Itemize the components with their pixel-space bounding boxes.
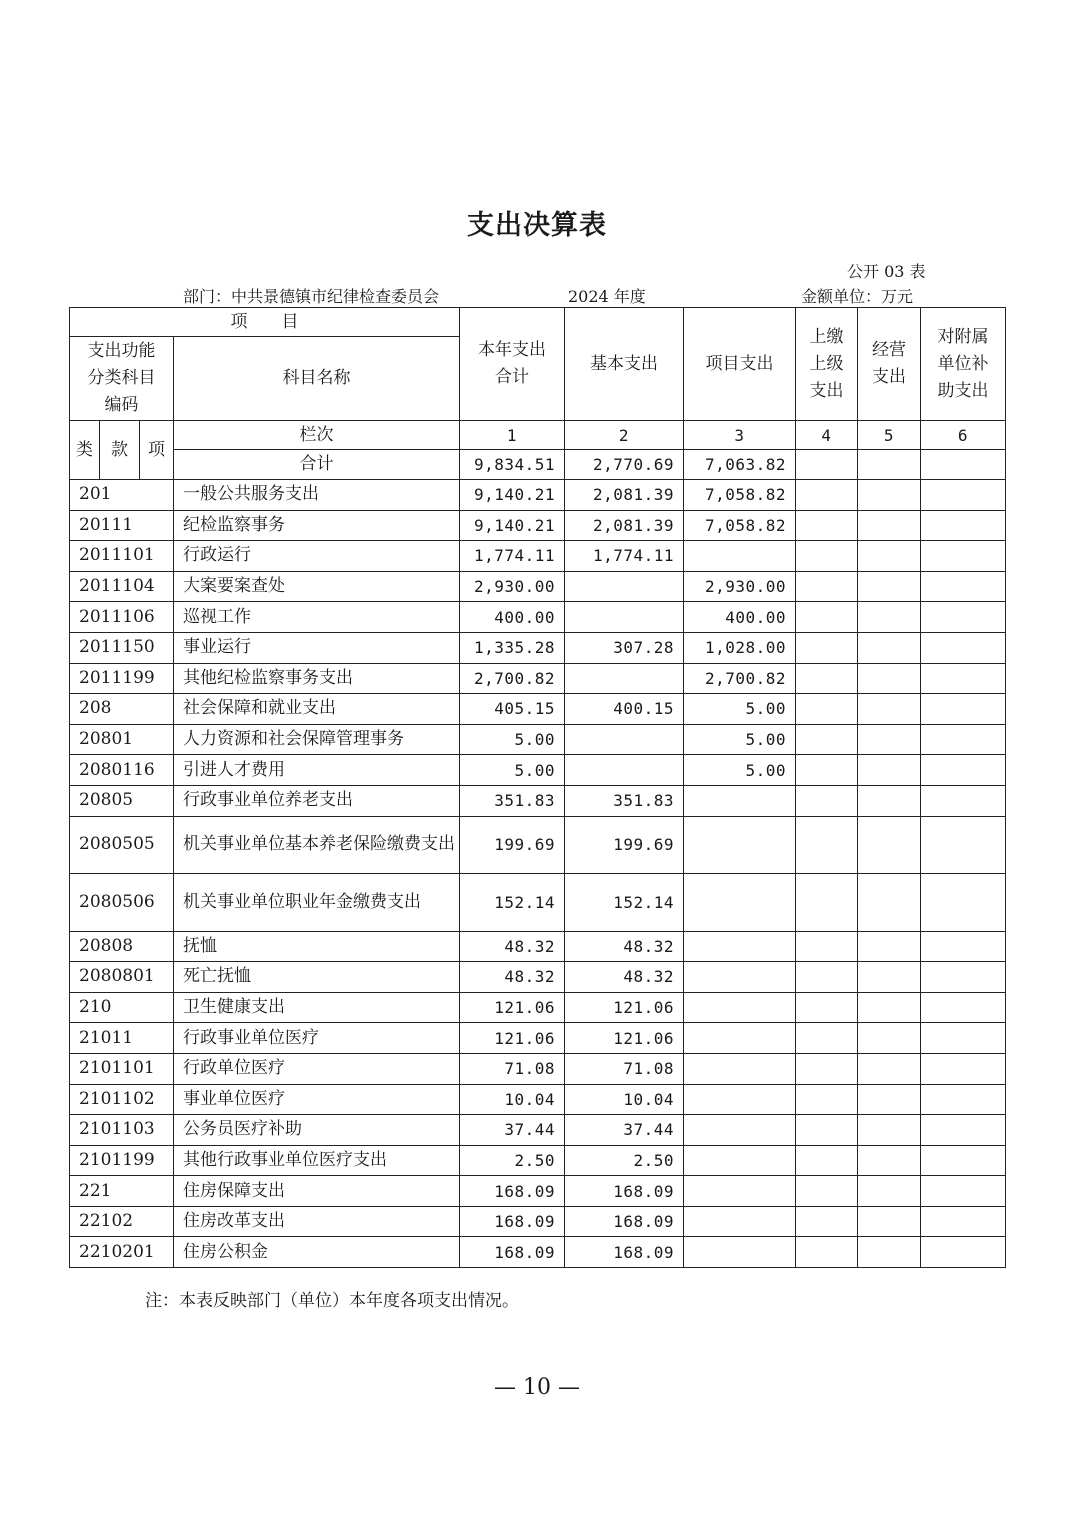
page-number: — 10 — bbox=[494, 1375, 580, 1400]
total-col1: 9,834.51 bbox=[460, 450, 565, 480]
row-code: 2101101 bbox=[70, 1053, 174, 1084]
row-code: 21011 bbox=[70, 1023, 174, 1054]
row-col3 bbox=[684, 962, 796, 993]
expenditure-table bbox=[69, 307, 1005, 1269]
table-row bbox=[70, 1053, 1006, 1084]
row-col2: 168.09 bbox=[565, 1237, 684, 1268]
row-col2: 400.15 bbox=[565, 694, 684, 725]
row-col1: 199.69 bbox=[460, 816, 565, 873]
row-code: 2011150 bbox=[70, 632, 174, 663]
header-col2: 基本支出 bbox=[565, 308, 684, 421]
row-code: 2101199 bbox=[70, 1145, 174, 1176]
row-name: 其他行政事业单位医疗支出 bbox=[174, 1145, 460, 1176]
table-row bbox=[70, 755, 1006, 786]
row-code: 2101102 bbox=[70, 1084, 174, 1115]
row-col5 bbox=[858, 541, 921, 572]
row-col3 bbox=[684, 1206, 796, 1237]
row-col1: 2,700.82 bbox=[460, 663, 565, 694]
row-col2: 168.09 bbox=[565, 1176, 684, 1207]
row-col6 bbox=[921, 873, 1006, 931]
row-name: 行政事业单位养老支出 bbox=[174, 785, 460, 816]
header-item: 项 目 bbox=[70, 308, 460, 337]
row-col3: 400.00 bbox=[684, 602, 796, 633]
row-col5 bbox=[858, 755, 921, 786]
row-col1: 168.09 bbox=[460, 1237, 565, 1268]
row-col1: 48.32 bbox=[460, 962, 565, 993]
row-code: 2210201 bbox=[70, 1237, 174, 1268]
row-col6 bbox=[921, 1023, 1006, 1054]
amount-unit: 金额单位：万元 bbox=[801, 287, 914, 306]
table-row bbox=[70, 1023, 1006, 1054]
row-col3: 5.00 bbox=[684, 755, 796, 786]
row-name: 大案要案查处 bbox=[174, 571, 460, 602]
header-col3: 项目支出 bbox=[684, 308, 796, 421]
row-col2: 71.08 bbox=[565, 1053, 684, 1084]
row-col2: 2,081.39 bbox=[565, 510, 684, 541]
header-col4-text: 上缴上级支出 bbox=[809, 326, 844, 401]
row-name: 卫生健康支出 bbox=[174, 992, 460, 1023]
row-col6 bbox=[921, 1115, 1006, 1146]
row-col4 bbox=[796, 480, 858, 511]
row-col1: 1,774.11 bbox=[460, 541, 565, 572]
row-col5 bbox=[858, 1053, 921, 1084]
row-name: 住房改革支出 bbox=[174, 1206, 460, 1237]
total-row bbox=[70, 450, 1006, 480]
row-code: 208 bbox=[70, 694, 174, 725]
table-row bbox=[70, 724, 1006, 755]
row-col2 bbox=[565, 755, 684, 786]
row-col2: 168.09 bbox=[565, 1206, 684, 1237]
row-col4 bbox=[796, 1053, 858, 1084]
row-col3 bbox=[684, 931, 796, 962]
row-col5 bbox=[858, 602, 921, 633]
row-name: 其他纪检监察事务支出 bbox=[174, 663, 460, 694]
row-col3: 2,700.82 bbox=[684, 663, 796, 694]
row-code: 20801 bbox=[70, 724, 174, 755]
table-row bbox=[70, 1115, 1006, 1146]
row-col3 bbox=[684, 541, 796, 572]
row-col1: 121.06 bbox=[460, 1023, 565, 1054]
row-name: 抚恤 bbox=[174, 931, 460, 962]
row-col5 bbox=[858, 510, 921, 541]
row-col4 bbox=[796, 1237, 858, 1268]
table-row bbox=[70, 694, 1006, 725]
department-label: 部门：中共景德镇市纪律检查委员会 bbox=[183, 287, 440, 306]
row-name: 机关事业单位基本养老保险缴费支出 bbox=[174, 816, 460, 873]
row-code: 2080506 bbox=[70, 873, 174, 931]
row-col5 bbox=[858, 632, 921, 663]
row-col2: 37.44 bbox=[565, 1115, 684, 1146]
header-xiang: 项 bbox=[140, 421, 174, 480]
row-col1: 9,140.21 bbox=[460, 510, 565, 541]
row-col2: 48.32 bbox=[565, 931, 684, 962]
table-row bbox=[70, 663, 1006, 694]
row-name: 纪检监察事务 bbox=[174, 510, 460, 541]
row-col6 bbox=[921, 785, 1006, 816]
row-col6 bbox=[921, 992, 1006, 1023]
row-col1: 37.44 bbox=[460, 1115, 565, 1146]
row-code: 2101103 bbox=[70, 1115, 174, 1146]
row-code: 201 bbox=[70, 480, 174, 511]
header-col1-text: 本年支出合计 bbox=[477, 340, 546, 387]
row-col4 bbox=[796, 755, 858, 786]
row-name: 机关事业单位职业年金缴费支出 bbox=[174, 873, 460, 931]
row-col2: 152.14 bbox=[565, 873, 684, 931]
header-lei: 类 bbox=[70, 421, 100, 480]
row-code: 2011199 bbox=[70, 663, 174, 694]
page-title: 支出决算表 bbox=[467, 210, 607, 241]
header-col5 bbox=[858, 308, 921, 421]
table-row bbox=[70, 931, 1006, 962]
row-col5 bbox=[858, 694, 921, 725]
row-col3: 7,058.82 bbox=[684, 480, 796, 511]
header-row-lanci bbox=[70, 421, 1006, 450]
row-col5 bbox=[858, 931, 921, 962]
row-col6 bbox=[921, 663, 1006, 694]
row-col2 bbox=[565, 571, 684, 602]
table-row bbox=[70, 510, 1006, 541]
row-name: 住房公积金 bbox=[174, 1237, 460, 1268]
row-col6 bbox=[921, 480, 1006, 511]
header-col6 bbox=[921, 308, 1006, 421]
row-col6 bbox=[921, 571, 1006, 602]
col-number: 2 bbox=[565, 421, 684, 450]
row-col4 bbox=[796, 694, 858, 725]
row-name: 行政事业单位医疗 bbox=[174, 1023, 460, 1054]
row-col1: 5.00 bbox=[460, 724, 565, 755]
row-name: 公务员医疗补助 bbox=[174, 1115, 460, 1146]
row-col2: 2.50 bbox=[565, 1145, 684, 1176]
row-code: 2011101 bbox=[70, 541, 174, 572]
row-col5 bbox=[858, 1023, 921, 1054]
row-name: 事业运行 bbox=[174, 632, 460, 663]
row-col4 bbox=[796, 602, 858, 633]
row-code: 20808 bbox=[70, 931, 174, 962]
row-col6 bbox=[921, 541, 1006, 572]
row-col2 bbox=[565, 724, 684, 755]
total-label: 合计 bbox=[174, 450, 460, 480]
row-name: 社会保障和就业支出 bbox=[174, 694, 460, 725]
row-col4 bbox=[796, 873, 858, 931]
table-row bbox=[70, 962, 1006, 993]
row-col1: 168.09 bbox=[460, 1206, 565, 1237]
row-col5 bbox=[858, 962, 921, 993]
row-col4 bbox=[796, 1023, 858, 1054]
row-col2: 351.83 bbox=[565, 785, 684, 816]
row-col2: 10.04 bbox=[565, 1084, 684, 1115]
row-code: 2080505 bbox=[70, 816, 174, 873]
header-col1 bbox=[460, 308, 565, 421]
row-name: 人力资源和社会保障管理事务 bbox=[174, 724, 460, 755]
row-col4 bbox=[796, 992, 858, 1023]
row-col3 bbox=[684, 1084, 796, 1115]
table-row bbox=[70, 785, 1006, 816]
col-number: 3 bbox=[684, 421, 796, 450]
form-number: 公开 03 表 bbox=[847, 262, 926, 281]
row-col4 bbox=[796, 1115, 858, 1146]
total-col4 bbox=[796, 450, 858, 480]
row-code: 210 bbox=[70, 992, 174, 1023]
table-row bbox=[70, 816, 1006, 873]
row-name: 巡视工作 bbox=[174, 602, 460, 633]
row-col3 bbox=[684, 1176, 796, 1207]
row-col1: 121.06 bbox=[460, 992, 565, 1023]
header-code-group bbox=[70, 337, 174, 421]
row-col3: 2,930.00 bbox=[684, 571, 796, 602]
row-col3 bbox=[684, 1023, 796, 1054]
table-row bbox=[70, 992, 1006, 1023]
row-col1: 48.32 bbox=[460, 931, 565, 962]
row-col4 bbox=[796, 931, 858, 962]
row-col5 bbox=[858, 480, 921, 511]
row-col3 bbox=[684, 1115, 796, 1146]
row-col6 bbox=[921, 1176, 1006, 1207]
header-col6-text: 对附属单位补助支出 bbox=[937, 326, 989, 401]
row-col4 bbox=[796, 1084, 858, 1115]
row-code: 2011106 bbox=[70, 602, 174, 633]
row-col5 bbox=[858, 1237, 921, 1268]
row-col3 bbox=[684, 785, 796, 816]
row-col3 bbox=[684, 816, 796, 873]
table-row bbox=[70, 1237, 1006, 1268]
row-col5 bbox=[858, 785, 921, 816]
row-name: 事业单位医疗 bbox=[174, 1084, 460, 1115]
row-col6 bbox=[921, 755, 1006, 786]
table-row bbox=[70, 1206, 1006, 1237]
row-col1: 168.09 bbox=[460, 1176, 565, 1207]
row-col4 bbox=[796, 1206, 858, 1237]
row-col1: 400.00 bbox=[460, 602, 565, 633]
row-col4 bbox=[796, 663, 858, 694]
header-name: 科目名称 bbox=[174, 337, 460, 421]
row-col1: 1,335.28 bbox=[460, 632, 565, 663]
table-row bbox=[70, 1176, 1006, 1207]
row-col1: 405.15 bbox=[460, 694, 565, 725]
row-col6 bbox=[921, 724, 1006, 755]
table-note: 注：本表反映部门（单位）本年度各项支出情况。 bbox=[145, 1291, 519, 1311]
row-col5 bbox=[858, 992, 921, 1023]
row-col6 bbox=[921, 632, 1006, 663]
row-name: 行政单位医疗 bbox=[174, 1053, 460, 1084]
row-col2: 307.28 bbox=[565, 632, 684, 663]
row-col5 bbox=[858, 1145, 921, 1176]
row-col4 bbox=[796, 541, 858, 572]
row-col6 bbox=[921, 962, 1006, 993]
row-col6 bbox=[921, 1237, 1006, 1268]
row-col3 bbox=[684, 1237, 796, 1268]
row-col1: 71.08 bbox=[460, 1053, 565, 1084]
row-col5 bbox=[858, 571, 921, 602]
row-code: 20111 bbox=[70, 510, 174, 541]
row-col3 bbox=[684, 1145, 796, 1176]
header-lanci: 栏次 bbox=[174, 421, 460, 450]
row-col4 bbox=[796, 571, 858, 602]
row-col5 bbox=[858, 663, 921, 694]
table-row bbox=[70, 632, 1006, 663]
row-name: 行政运行 bbox=[174, 541, 460, 572]
row-col1: 10.04 bbox=[460, 1084, 565, 1115]
table-row bbox=[70, 602, 1006, 633]
row-col6 bbox=[921, 1206, 1006, 1237]
row-col2: 2,081.39 bbox=[565, 480, 684, 511]
row-col6 bbox=[921, 1084, 1006, 1115]
row-code: 20805 bbox=[70, 785, 174, 816]
row-col1: 351.83 bbox=[460, 785, 565, 816]
total-col3: 7,063.82 bbox=[684, 450, 796, 480]
header-code-group-text: 支出功能分类科目编码 bbox=[87, 341, 156, 415]
row-col5 bbox=[858, 873, 921, 931]
row-col3: 7,058.82 bbox=[684, 510, 796, 541]
row-col6 bbox=[921, 1145, 1006, 1176]
row-col4 bbox=[796, 785, 858, 816]
row-col4 bbox=[796, 1176, 858, 1207]
row-col5 bbox=[858, 1176, 921, 1207]
table-row bbox=[70, 873, 1006, 931]
table-row bbox=[70, 571, 1006, 602]
row-col1: 9,140.21 bbox=[460, 480, 565, 511]
row-col2: 48.32 bbox=[565, 962, 684, 993]
row-code: 22102 bbox=[70, 1206, 174, 1237]
row-col3: 1,028.00 bbox=[684, 632, 796, 663]
row-col5 bbox=[858, 816, 921, 873]
row-col5 bbox=[858, 1206, 921, 1237]
row-code: 221 bbox=[70, 1176, 174, 1207]
row-col2: 1,774.11 bbox=[565, 541, 684, 572]
col-number: 5 bbox=[858, 421, 921, 450]
row-col5 bbox=[858, 724, 921, 755]
fiscal-year: 2024 年度 bbox=[568, 287, 646, 306]
table-row bbox=[70, 541, 1006, 572]
header-row-item bbox=[70, 308, 1006, 337]
row-col6 bbox=[921, 510, 1006, 541]
row-code: 2080116 bbox=[70, 755, 174, 786]
header-col4 bbox=[796, 308, 858, 421]
row-col6 bbox=[921, 931, 1006, 962]
row-col3: 5.00 bbox=[684, 724, 796, 755]
row-col1: 152.14 bbox=[460, 873, 565, 931]
row-col4 bbox=[796, 632, 858, 663]
row-col6 bbox=[921, 602, 1006, 633]
row-name: 死亡抚恤 bbox=[174, 962, 460, 993]
row-name: 住房保障支出 bbox=[174, 1176, 460, 1207]
col-number: 6 bbox=[921, 421, 1006, 450]
row-col5 bbox=[858, 1084, 921, 1115]
row-col1: 2.50 bbox=[460, 1145, 565, 1176]
row-col4 bbox=[796, 724, 858, 755]
table-row bbox=[70, 1145, 1006, 1176]
row-col6 bbox=[921, 816, 1006, 873]
row-col1: 2,930.00 bbox=[460, 571, 565, 602]
row-col4 bbox=[796, 510, 858, 541]
total-col2: 2,770.69 bbox=[565, 450, 684, 480]
row-col2 bbox=[565, 663, 684, 694]
col-number: 1 bbox=[460, 421, 565, 450]
table-row bbox=[70, 1084, 1006, 1115]
row-col1: 5.00 bbox=[460, 755, 565, 786]
row-col2: 121.06 bbox=[565, 1023, 684, 1054]
row-code: 2080801 bbox=[70, 962, 174, 993]
total-col6 bbox=[921, 450, 1006, 480]
row-name: 一般公共服务支出 bbox=[174, 480, 460, 511]
row-col3 bbox=[684, 992, 796, 1023]
row-col3: 5.00 bbox=[684, 694, 796, 725]
row-name: 引进人才费用 bbox=[174, 755, 460, 786]
row-col3 bbox=[684, 1053, 796, 1084]
row-col4 bbox=[796, 1145, 858, 1176]
total-col5 bbox=[858, 450, 921, 480]
row-col3 bbox=[684, 873, 796, 931]
header-col5-text: 经营支出 bbox=[872, 340, 906, 387]
row-col5 bbox=[858, 1115, 921, 1146]
col-number: 4 bbox=[796, 421, 858, 450]
row-col6 bbox=[921, 1053, 1006, 1084]
row-col4 bbox=[796, 816, 858, 873]
row-col2: 199.69 bbox=[565, 816, 684, 873]
row-code: 2011104 bbox=[70, 571, 174, 602]
header-kuan: 款 bbox=[100, 421, 140, 480]
row-col6 bbox=[921, 694, 1006, 725]
row-col2 bbox=[565, 602, 684, 633]
row-col4 bbox=[796, 962, 858, 993]
table-row bbox=[70, 480, 1006, 511]
row-col2: 121.06 bbox=[565, 992, 684, 1023]
